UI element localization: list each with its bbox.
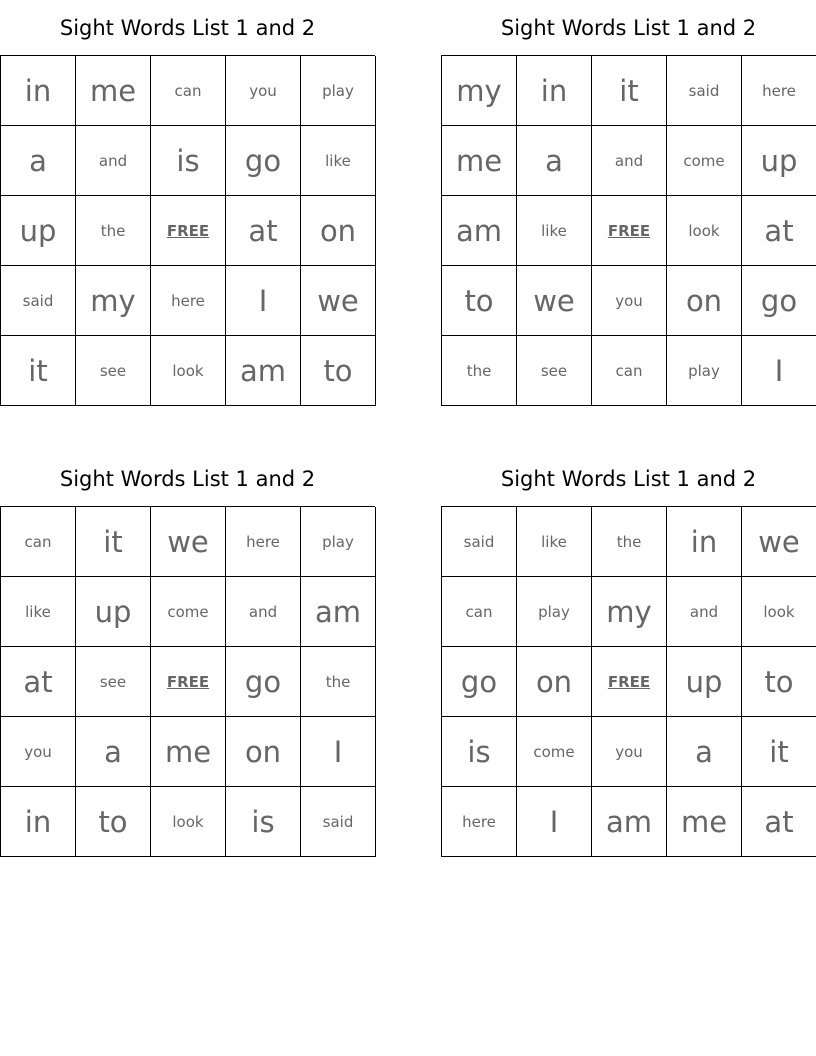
word-cell: at (226, 196, 301, 266)
word-cell: go (226, 647, 301, 717)
bingo-grid (0, 506, 375, 857)
card-title: Sight Words List 1 and 2 (59, 16, 316, 40)
word-cell: like (517, 507, 592, 577)
word-cell: you (592, 266, 667, 336)
word-cell: go (442, 647, 517, 717)
word-cell: to (442, 266, 517, 336)
word-cell: am (442, 196, 517, 266)
word-cell: me (442, 126, 517, 196)
word-cell: you (1, 717, 76, 787)
word-cell: on (667, 266, 742, 336)
word-cell: play (667, 336, 742, 406)
word-cell: on (301, 196, 376, 266)
word-cell: in (517, 56, 592, 126)
word-cell: am (226, 336, 301, 406)
word-cell: and (76, 126, 151, 196)
word-cell: and (667, 577, 742, 647)
word-cell: here (742, 56, 816, 126)
card-title: Sight Words List 1 and 2 (500, 16, 757, 40)
word-cell: my (592, 577, 667, 647)
word-cell: on (226, 717, 301, 787)
free-space-cell: FREE (592, 196, 667, 266)
card-title: Sight Words List 1 and 2 (500, 467, 757, 491)
bingo-card-1 (0, 0, 375, 406)
word-cell: come (151, 577, 226, 647)
word-cell: my (76, 266, 151, 336)
word-cell: and (226, 577, 301, 647)
word-cell: it (1, 336, 76, 406)
word-cell: it (742, 717, 816, 787)
word-cell: up (76, 577, 151, 647)
word-cell: play (301, 507, 376, 577)
word-cell: me (151, 717, 226, 787)
word-cell: can (442, 577, 517, 647)
word-cell: the (301, 647, 376, 717)
word-cell: play (301, 56, 376, 126)
word-cell: see (76, 336, 151, 406)
word-cell: the (76, 196, 151, 266)
word-cell: we (517, 266, 592, 336)
bingo-grid (441, 55, 816, 406)
free-space-cell: FREE (151, 647, 226, 717)
bingo-card-4 (441, 451, 816, 857)
word-cell: come (517, 717, 592, 787)
word-cell: can (1, 507, 76, 577)
bingo-grid (0, 55, 375, 406)
word-cell: I (301, 717, 376, 787)
word-cell: here (151, 266, 226, 336)
word-cell: a (76, 717, 151, 787)
word-cell: we (301, 266, 376, 336)
word-cell: at (742, 196, 816, 266)
word-cell: and (592, 126, 667, 196)
card-title: Sight Words List 1 and 2 (59, 467, 316, 491)
word-cell: come (667, 126, 742, 196)
free-space-cell: FREE (151, 196, 226, 266)
word-cell: am (301, 577, 376, 647)
word-cell: the (442, 336, 517, 406)
free-space-cell: FREE (592, 647, 667, 717)
word-cell: is (151, 126, 226, 196)
word-cell: the (592, 507, 667, 577)
word-cell: up (1, 196, 76, 266)
word-cell: in (1, 56, 76, 126)
word-cell: to (301, 336, 376, 406)
word-cell: go (742, 266, 816, 336)
bingo-card-3 (0, 451, 375, 857)
word-cell: said (1, 266, 76, 336)
word-cell: at (1, 647, 76, 717)
word-cell: said (301, 787, 376, 857)
word-cell: look (151, 787, 226, 857)
word-cell: my (442, 56, 517, 126)
word-cell: is (442, 717, 517, 787)
word-cell: I (226, 266, 301, 336)
bingo-card-2 (441, 0, 816, 406)
word-cell: like (517, 196, 592, 266)
bingo-grid (441, 506, 816, 857)
word-cell: like (1, 577, 76, 647)
word-cell: said (667, 56, 742, 126)
word-cell: play (517, 577, 592, 647)
word-cell: you (592, 717, 667, 787)
word-cell: at (742, 787, 816, 857)
word-cell: to (742, 647, 816, 717)
word-cell: am (592, 787, 667, 857)
word-cell: it (76, 507, 151, 577)
word-cell: said (442, 507, 517, 577)
word-cell: like (301, 126, 376, 196)
word-cell: see (76, 647, 151, 717)
word-cell: I (517, 787, 592, 857)
word-cell: a (517, 126, 592, 196)
word-cell: a (667, 717, 742, 787)
word-cell: can (151, 56, 226, 126)
word-cell: here (226, 507, 301, 577)
word-cell: look (667, 196, 742, 266)
word-cell: on (517, 647, 592, 717)
word-cell: it (592, 56, 667, 126)
word-cell: to (76, 787, 151, 857)
word-cell: me (667, 787, 742, 857)
word-cell: can (592, 336, 667, 406)
word-cell: look (742, 577, 816, 647)
word-cell: I (742, 336, 816, 406)
word-cell: go (226, 126, 301, 196)
word-cell: we (742, 507, 816, 577)
word-cell: up (667, 647, 742, 717)
word-cell: up (742, 126, 816, 196)
word-cell: here (442, 787, 517, 857)
word-cell: see (517, 336, 592, 406)
word-cell: we (151, 507, 226, 577)
word-cell: in (1, 787, 76, 857)
word-cell: me (76, 56, 151, 126)
word-cell: is (226, 787, 301, 857)
word-cell: you (226, 56, 301, 126)
word-cell: look (151, 336, 226, 406)
word-cell: in (667, 507, 742, 577)
word-cell: a (1, 126, 76, 196)
